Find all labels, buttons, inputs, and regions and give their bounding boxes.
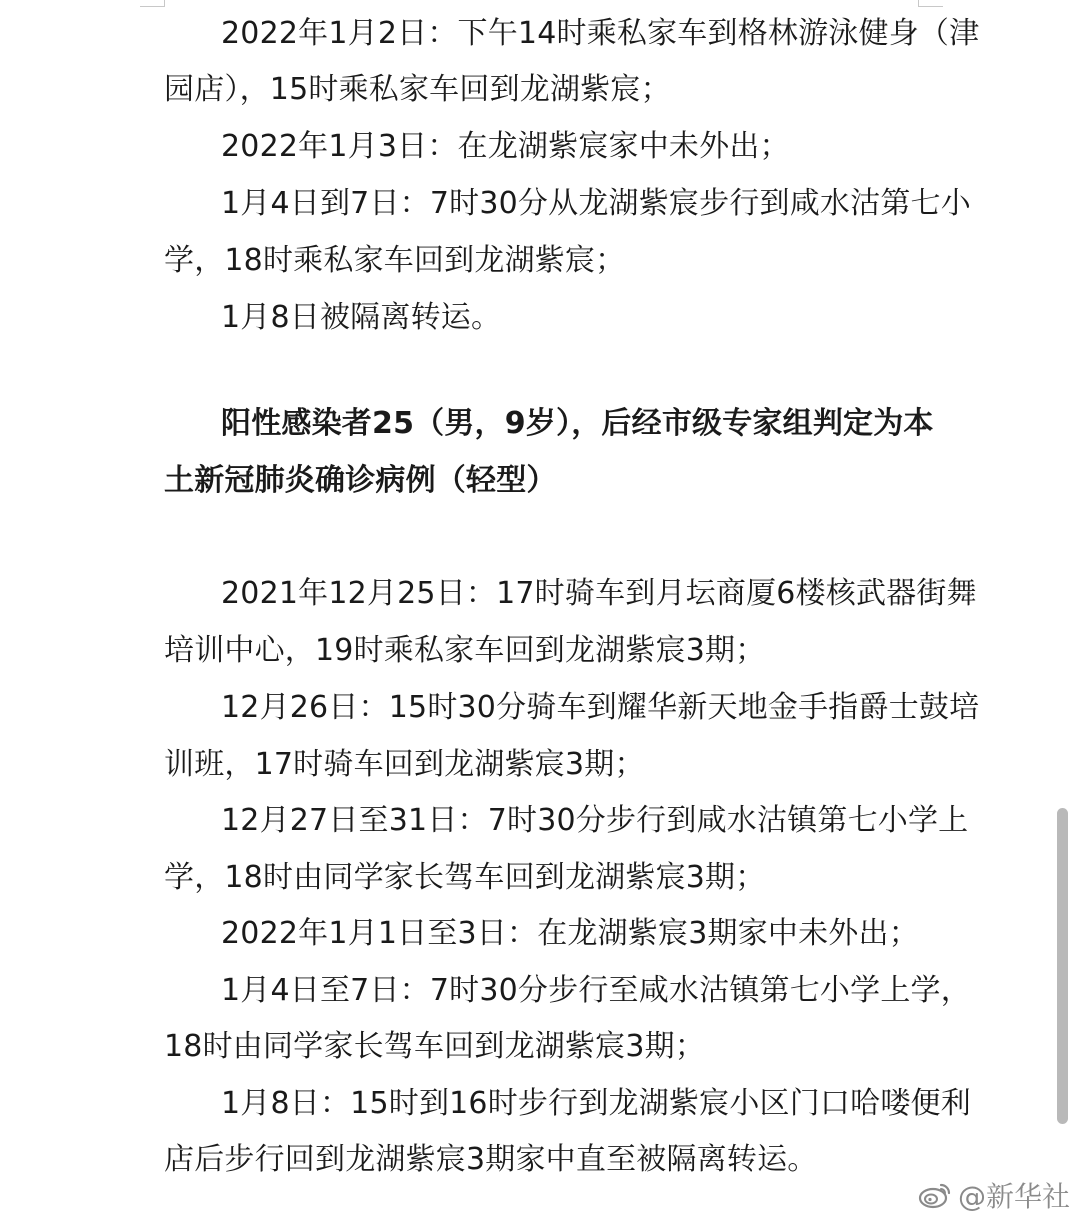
page-corner-mark-right <box>918 0 943 7</box>
paragraph-line: 店后步行回到龙湖紫宸3期家中直至被隔离转运。 <box>164 1142 818 1177</box>
paragraph-line: 12月26日：15时30分骑车到耀华新天地金手指爵士鼓培 <box>221 690 980 725</box>
paragraph-line: 训班，17时骑车回到龙湖紫宸3期； <box>164 747 645 782</box>
paragraph-line: 2022年1月3日：在龙湖紫宸家中未外出； <box>221 129 790 164</box>
case-heading-line: 阳性感染者25（男，9岁），后经市级专家组判定为本 <box>221 406 934 441</box>
paragraph-line: 1月8日被隔离转运。 <box>221 300 502 335</box>
page-corner-mark-left <box>140 0 165 7</box>
source-watermark <box>918 1175 1070 1215</box>
vertical-scrollbar[interactable] <box>1057 808 1068 1124</box>
paragraph-line: 2021年12月25日：17时骑车到月坛商厦6楼核武器街舞 <box>221 576 977 611</box>
paragraph-line: 2022年1月2日：下午14时乘私家车到格林游泳健身（津 <box>221 16 980 51</box>
paragraph-line: 18时由同学家长驾车回到龙湖紫宸3期； <box>164 1029 706 1064</box>
watermark-text: @新华社 <box>958 1180 1071 1213</box>
paragraph-line: 园店），15时乘私家车回到龙湖紫宸； <box>164 72 671 107</box>
paragraph-line: 1月4日到7日：7时30分从龙湖紫宸步行到咸水沽第七小 <box>221 186 971 221</box>
weibo-icon <box>918 1181 952 1209</box>
case-heading-line: 土新冠肺炎确诊病例（轻型） <box>164 463 557 498</box>
paragraph-line: 1月8日：15时到16时步行到龙湖紫宸小区门口哈喽便利 <box>221 1086 971 1121</box>
paragraph-line: 12月27日至31日：7时30分步行到咸水沽镇第七小学上 <box>221 803 969 838</box>
paragraph-line: 学，18时乘私家车回到龙湖紫宸； <box>164 243 626 278</box>
paragraph-line: 1月4日至7日：7时30分步行至咸水沽镇第七小学上学， <box>221 973 971 1008</box>
paragraph-line: 2022年1月1日至3日：在龙湖紫宸3期家中未外出； <box>221 916 919 951</box>
paragraph-line: 学，18时由同学家长驾车回到龙湖紫宸3期； <box>164 860 766 895</box>
paragraph-line: 培训中心，19时乘私家车回到龙湖紫宸3期； <box>164 633 766 668</box>
